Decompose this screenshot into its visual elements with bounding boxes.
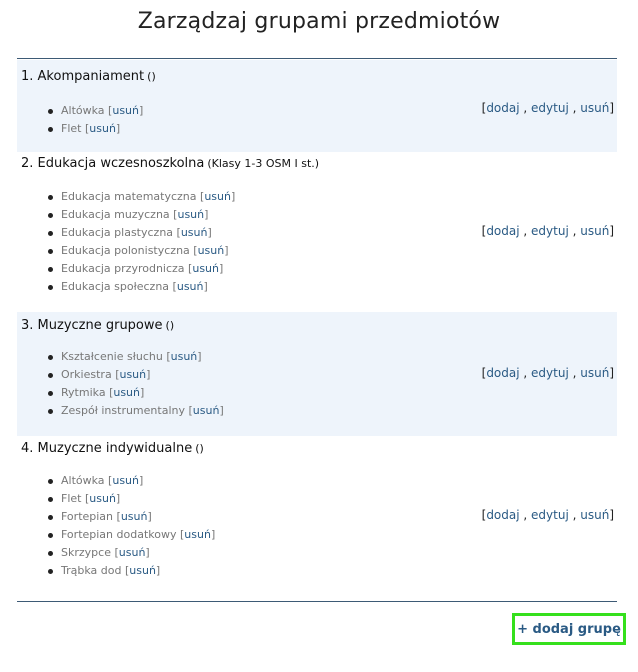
add-subject-link[interactable]: dodaj xyxy=(486,508,520,522)
list-item: Fortepian dodatkowy [usuń] xyxy=(45,526,215,544)
subject-name: Flet xyxy=(61,492,82,505)
remove-subject-link[interactable]: usuń xyxy=(119,368,147,381)
remove-subject-link[interactable]: usuń xyxy=(129,564,156,577)
list-item: Edukacja plastyczna [usuń] xyxy=(45,224,235,242)
remove-subject-link[interactable]: usuń xyxy=(120,510,148,523)
group-actions: [dodaj , edytuj , usuń] xyxy=(481,101,614,115)
subject-list xyxy=(45,348,224,420)
list-item: Altówka [usuń] xyxy=(45,102,143,120)
bullet-icon xyxy=(48,249,53,254)
bottom-divider xyxy=(17,601,617,602)
subject-name: Kształcenie słuchu xyxy=(61,350,163,363)
subject-name: Edukacja plastyczna xyxy=(61,226,174,239)
list-item: Edukacja polonistyczna [usuń] xyxy=(45,242,235,260)
list-item: Altówka [usuń] xyxy=(45,472,215,490)
remove-subject-link[interactable]: usuń xyxy=(177,208,205,221)
list-item: Kształcenie słuchu [usuń] xyxy=(45,348,224,366)
group-muzyczne-grupowe xyxy=(17,312,617,436)
subject-name: Orkiestra xyxy=(61,368,112,381)
remove-subject-link[interactable]: usuń xyxy=(112,474,139,487)
bullet-icon xyxy=(48,497,53,502)
group-subtitle: () xyxy=(195,442,204,455)
remove-group-link[interactable]: usuń xyxy=(580,101,610,115)
group-actions: [dodaj , edytuj , usuń] xyxy=(481,508,614,522)
group-title xyxy=(21,156,319,171)
edit-group-link[interactable]: edytuj xyxy=(531,101,569,115)
remove-subject-link[interactable]: usuń xyxy=(176,280,204,293)
subject-name: Edukacja muzyczna xyxy=(61,208,170,221)
group-name: 1. Akompaniament xyxy=(21,69,145,84)
remove-subject-link[interactable]: usuń xyxy=(192,262,219,275)
list-item: Rytmika [usuń] xyxy=(45,384,224,402)
list-item: Fortepian [usuń] xyxy=(45,508,215,526)
group-akompaniament xyxy=(17,60,617,152)
subject-name: Altówka xyxy=(61,104,105,117)
subject-name: Fortepian xyxy=(61,510,114,523)
subject-name: Edukacja przyrodnicza xyxy=(61,262,185,275)
subject-name: Altówka xyxy=(61,474,105,487)
subject-name: Trąbka dod xyxy=(61,564,122,577)
list-item: Skrzypce [usuń] xyxy=(45,544,215,562)
subject-name: Skrzypce xyxy=(61,546,111,559)
list-item: Edukacja matematyczna [usuń] xyxy=(45,188,235,206)
bullet-icon xyxy=(48,195,53,200)
group-name: 4. Muzyczne indywidualne xyxy=(21,441,193,456)
group-actions: [dodaj , edytuj , usuń] xyxy=(481,224,614,238)
bullet-icon xyxy=(48,373,53,378)
list-item: Flet [usuń] xyxy=(45,490,215,508)
group-name: 3. Muzyczne grupowe xyxy=(21,318,163,333)
top-divider xyxy=(17,58,617,59)
subject-name: Edukacja społeczna xyxy=(61,280,170,293)
remove-subject-link[interactable]: usuń xyxy=(170,350,198,363)
list-item: Zespół instrumentalny [usuń] xyxy=(45,402,224,420)
list-item: Flet [usuń] xyxy=(45,120,143,138)
remove-subject-link[interactable]: usuń xyxy=(113,386,141,399)
bullet-icon xyxy=(48,109,53,114)
bullet-icon xyxy=(48,355,53,360)
edit-group-link[interactable]: edytuj xyxy=(531,366,569,380)
group-title xyxy=(21,69,156,84)
bullet-icon xyxy=(48,267,53,272)
remove-subject-link[interactable]: usuń xyxy=(89,122,116,135)
remove-group-link[interactable]: usuń xyxy=(580,366,610,380)
subject-name: Edukacja matematyczna xyxy=(61,190,197,203)
add-group-button[interactable]: + dodaj grupę xyxy=(512,613,626,645)
remove-group-link[interactable]: usuń xyxy=(580,508,610,522)
bullet-icon xyxy=(48,551,53,556)
edit-group-link[interactable]: edytuj xyxy=(531,224,569,238)
remove-subject-link[interactable]: usuń xyxy=(204,190,231,203)
subject-list xyxy=(45,102,143,138)
bullet-icon xyxy=(48,213,53,218)
bullet-icon xyxy=(48,391,53,396)
group-subtitle: (Klasy 1-3 OSM I st.) xyxy=(207,157,320,170)
bullet-icon xyxy=(48,409,53,414)
subject-name: Rytmika xyxy=(61,386,106,399)
group-subtitle: () xyxy=(147,70,156,83)
remove-subject-link[interactable]: usuń xyxy=(184,528,211,541)
list-item: Edukacja społeczna [usuń] xyxy=(45,278,235,296)
bullet-icon xyxy=(48,533,53,538)
remove-subject-link[interactable]: usuń xyxy=(197,244,225,257)
subject-list xyxy=(45,188,235,296)
group-title xyxy=(21,318,174,333)
page-title: Zarządzaj grupami przedmiotów xyxy=(137,9,501,34)
remove-subject-link[interactable]: usuń xyxy=(180,226,208,239)
list-item: Orkiestra [usuń] xyxy=(45,366,224,384)
list-item: Edukacja przyrodnicza [usuń] xyxy=(45,260,235,278)
group-title xyxy=(21,441,204,456)
add-subject-link[interactable]: dodaj xyxy=(486,366,520,380)
remove-group-link[interactable]: usuń xyxy=(580,224,610,238)
group-name: 2. Edukacja wczesnoszkolna xyxy=(21,156,205,171)
group-edukacja-wczesnoszkolna xyxy=(17,147,617,312)
add-subject-link[interactable]: dodaj xyxy=(486,101,520,115)
edit-group-link[interactable]: edytuj xyxy=(531,508,569,522)
subject-name: Fortepian dodatkowy xyxy=(61,528,177,541)
subject-name: Edukacja polonistyczna xyxy=(61,244,190,257)
bullet-icon xyxy=(48,569,53,574)
subject-list xyxy=(45,472,215,580)
bullet-icon xyxy=(48,127,53,132)
subject-name: Flet xyxy=(61,122,82,135)
group-muzyczne-indywidualne xyxy=(17,436,617,596)
remove-subject-link[interactable]: usuń xyxy=(192,404,220,417)
group-subtitle: () xyxy=(165,319,175,332)
bullet-icon xyxy=(48,231,53,236)
remove-subject-link[interactable]: usuń xyxy=(89,492,116,505)
subject-name: Zespół instrumentalny xyxy=(61,404,185,417)
add-subject-link[interactable]: dodaj xyxy=(486,224,520,238)
list-item: Edukacja muzyczna [usuń] xyxy=(45,206,235,224)
bullet-icon xyxy=(48,285,53,290)
list-item: Trąbka dod [usuń] xyxy=(45,562,215,580)
remove-subject-link[interactable]: usuń xyxy=(112,104,139,117)
bullet-icon xyxy=(48,515,53,520)
group-actions: [dodaj , edytuj , usuń] xyxy=(481,366,614,380)
remove-subject-link[interactable]: usuń xyxy=(118,546,146,559)
bullet-icon xyxy=(48,479,53,484)
